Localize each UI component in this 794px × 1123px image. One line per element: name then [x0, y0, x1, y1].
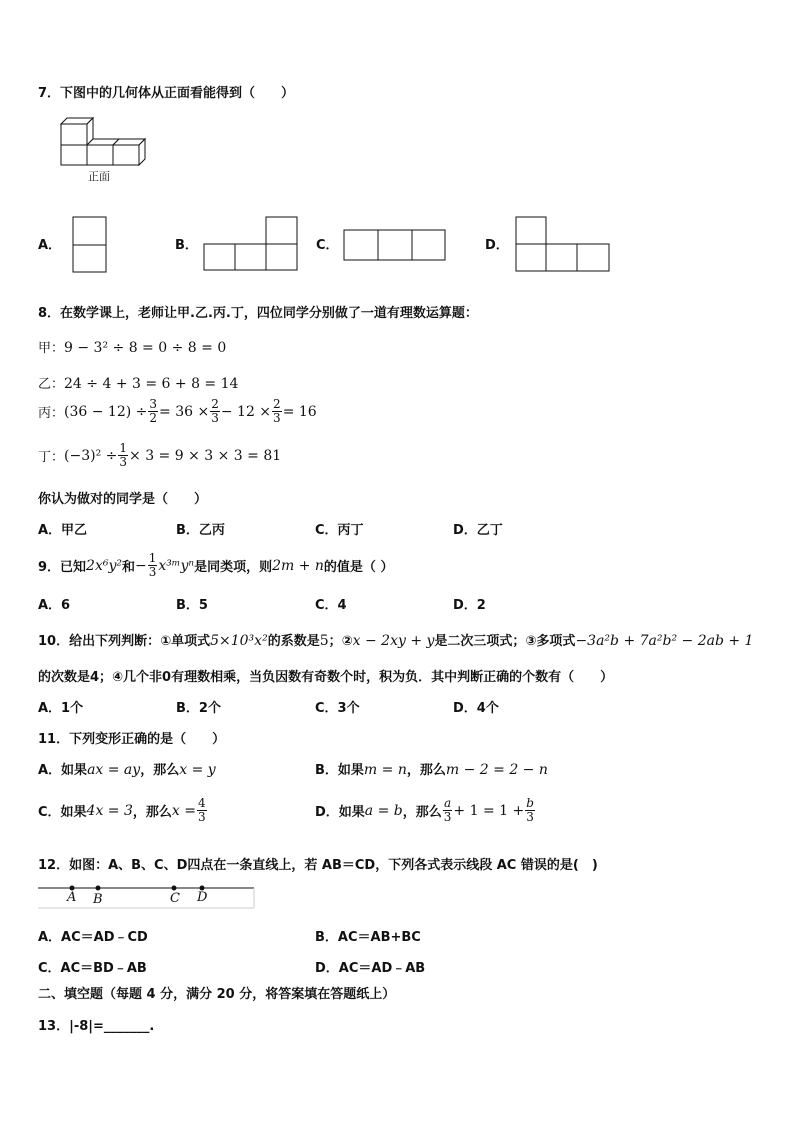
- q11-option-a[interactable]: A．如果ax = ay，那么x = y: [38, 762, 216, 778]
- q8-jia: [38, 337, 226, 356]
- q7-view-a: [72, 216, 108, 274]
- q12-option-b[interactable]: B．AC＝AB+BC: [315, 930, 421, 945]
- jia-label: 甲：: [38, 341, 65, 356]
- q9-expr-b: x³ᵐyⁿ: [158, 557, 195, 574]
- q10-expr2: 5: [319, 633, 329, 649]
- bing-expr-b: = 36 ×: [159, 403, 210, 420]
- q10-expr3: x − 2xy + y: [352, 633, 435, 649]
- fraction-2-over-3: $\frac{2}{3}$: [211, 397, 219, 425]
- q8-option-b[interactable]: B．乙丙: [176, 523, 225, 538]
- q9-option-b[interactable]: B．5: [176, 598, 208, 613]
- q7-view-c: [343, 229, 447, 262]
- q7-view-d: [515, 216, 611, 273]
- point-b-label: B: [93, 892, 103, 907]
- q7-option-d[interactable]: D．: [485, 238, 509, 253]
- q12-option-a[interactable]: A．AC＝AD﹣CD: [38, 930, 148, 945]
- point-c-label: C: [170, 891, 180, 906]
- ding-label: 丁：: [38, 450, 65, 465]
- q10-expr4: −3a²b + 7a²b² − 2ab + 1: [575, 633, 754, 649]
- q7-option-c[interactable]: C．: [316, 238, 339, 253]
- q8-option-c[interactable]: C．丙丁: [315, 523, 364, 538]
- q8-stem: 8．在数学课上，老师让甲.乙.丙.丁，四位同学分别做了一道有理数运算题：: [38, 306, 478, 321]
- q9-expr-a: 2x⁶y²: [86, 557, 122, 574]
- bing-expr-d: = 16: [282, 403, 317, 420]
- q8-ding: [38, 442, 281, 469]
- q13: 13．|-8|=_______.: [38, 1019, 155, 1034]
- q7-option-a[interactable]: A．: [38, 238, 62, 253]
- fraction-b-over-3: $\frac{b}{3}$: [526, 796, 534, 824]
- q11-option-c[interactable]: C．如果 4x = 3 ，那么 x = $\frac{4}{3}$: [38, 796, 206, 824]
- q11-option-d[interactable]: D．如果 a = b ，那么 $\frac{a}{3}$ + 1 = 1 + $\frac{b}{3}$: [315, 796, 534, 824]
- front-label: 正面: [88, 170, 110, 183]
- ding-expr-b: × 3 = 9 × 3 × 3 = 81: [129, 447, 282, 464]
- fraction-a-over-3: $\frac{a}{3}$: [443, 796, 452, 824]
- q10-option-d[interactable]: D．4个: [453, 701, 499, 716]
- q9-option-d[interactable]: D．2: [453, 598, 486, 613]
- point-a-label: A: [67, 890, 77, 905]
- q10-option-c[interactable]: C．3个: [315, 701, 360, 716]
- section-heading: 二、填空题（每题 4 分，满分 20 分，将答案填在答题纸上）: [38, 987, 396, 1002]
- point-d-label: D: [197, 890, 208, 905]
- q12-stem: 12．如图：A、B、C、D四点在一条直线上，若 AB＝CD，下列各式表示线段 AC 错误的是( ): [38, 858, 598, 873]
- bing-expr-a: (36 − 12) ÷: [64, 403, 148, 420]
- q7-view-b: [203, 216, 299, 272]
- q10-option-a[interactable]: A．1个: [38, 701, 84, 716]
- q13-answer-blank[interactable]: _______: [103, 1019, 150, 1034]
- q9-option-a[interactable]: A．6: [38, 598, 71, 613]
- fraction-1-over-3: $\frac{1}{3}$: [119, 441, 128, 469]
- q8-bing: [38, 398, 317, 425]
- q9-stem: 9．已知 2x⁶y² 和 − $\frac{1}{3}$ x³ᵐyⁿ 是同类项，则 2m + n 的值是（ ）: [38, 551, 394, 579]
- q11-stem: 11．下列变形正确的是（ ）: [38, 732, 226, 747]
- yi-expression: 24 ÷ 4 + 3 = 6 + 8 = 14: [64, 376, 239, 392]
- q10-expr1: 5×10³x²: [210, 633, 268, 649]
- q8-option-d[interactable]: D．乙丁: [453, 523, 503, 538]
- q7-stem: 7．下图中的几何体从正面看能得到（ ）: [38, 86, 295, 101]
- q12-option-d[interactable]: D．AC＝AD﹣AB: [315, 961, 426, 976]
- yi-label: 乙：: [38, 377, 65, 392]
- q7-solid-figure: [55, 116, 155, 168]
- fraction-2-over-3: $\frac{2}{3}$: [273, 397, 281, 425]
- fraction-1-over-3: $\frac{1}{3}$: [148, 551, 157, 579]
- bing-label: 丙：: [38, 406, 65, 421]
- q12-option-c[interactable]: C．AC＝BD﹣AB: [38, 961, 147, 976]
- q8-yi: [38, 373, 238, 392]
- q10-line1: 10．给出下列判断：①单项式5×10³x²的系数是5；②x − 2xy + y是二次三项式；③多项式−3a²b + 7a²b² − 2ab + 1: [38, 633, 754, 649]
- q8-option-a[interactable]: A．甲乙: [38, 523, 88, 538]
- q9-expr-c: 2m + n: [272, 557, 324, 574]
- q10-option-b[interactable]: B．2个: [176, 701, 221, 716]
- fraction-3-over-2: $\frac{3}{2}$: [149, 397, 158, 425]
- fraction-4-over-3: $\frac{4}{3}$: [197, 796, 206, 824]
- q10-line2: 的次数是4；④几个非0有理数相乘，当负因数有奇数个时，积为负．其中判断正确的个数有（ ）: [38, 670, 614, 685]
- q13-stem: 13．|-8|=: [38, 1019, 104, 1034]
- ding-expr-a: (−3)² ÷: [64, 447, 118, 464]
- q7-option-b[interactable]: B．: [175, 238, 198, 253]
- q9-option-c[interactable]: C．4: [315, 598, 347, 613]
- q11-option-b[interactable]: B．如果m = n，那么m − 2 = 2 − n: [315, 762, 548, 778]
- jia-expression: 9 − 3² ÷ 8 = 0 ÷ 8 = 0: [64, 340, 227, 356]
- bing-expr-c: − 12 ×: [220, 403, 272, 420]
- q8-question: 你认为做对的同学是（ ）: [38, 492, 208, 507]
